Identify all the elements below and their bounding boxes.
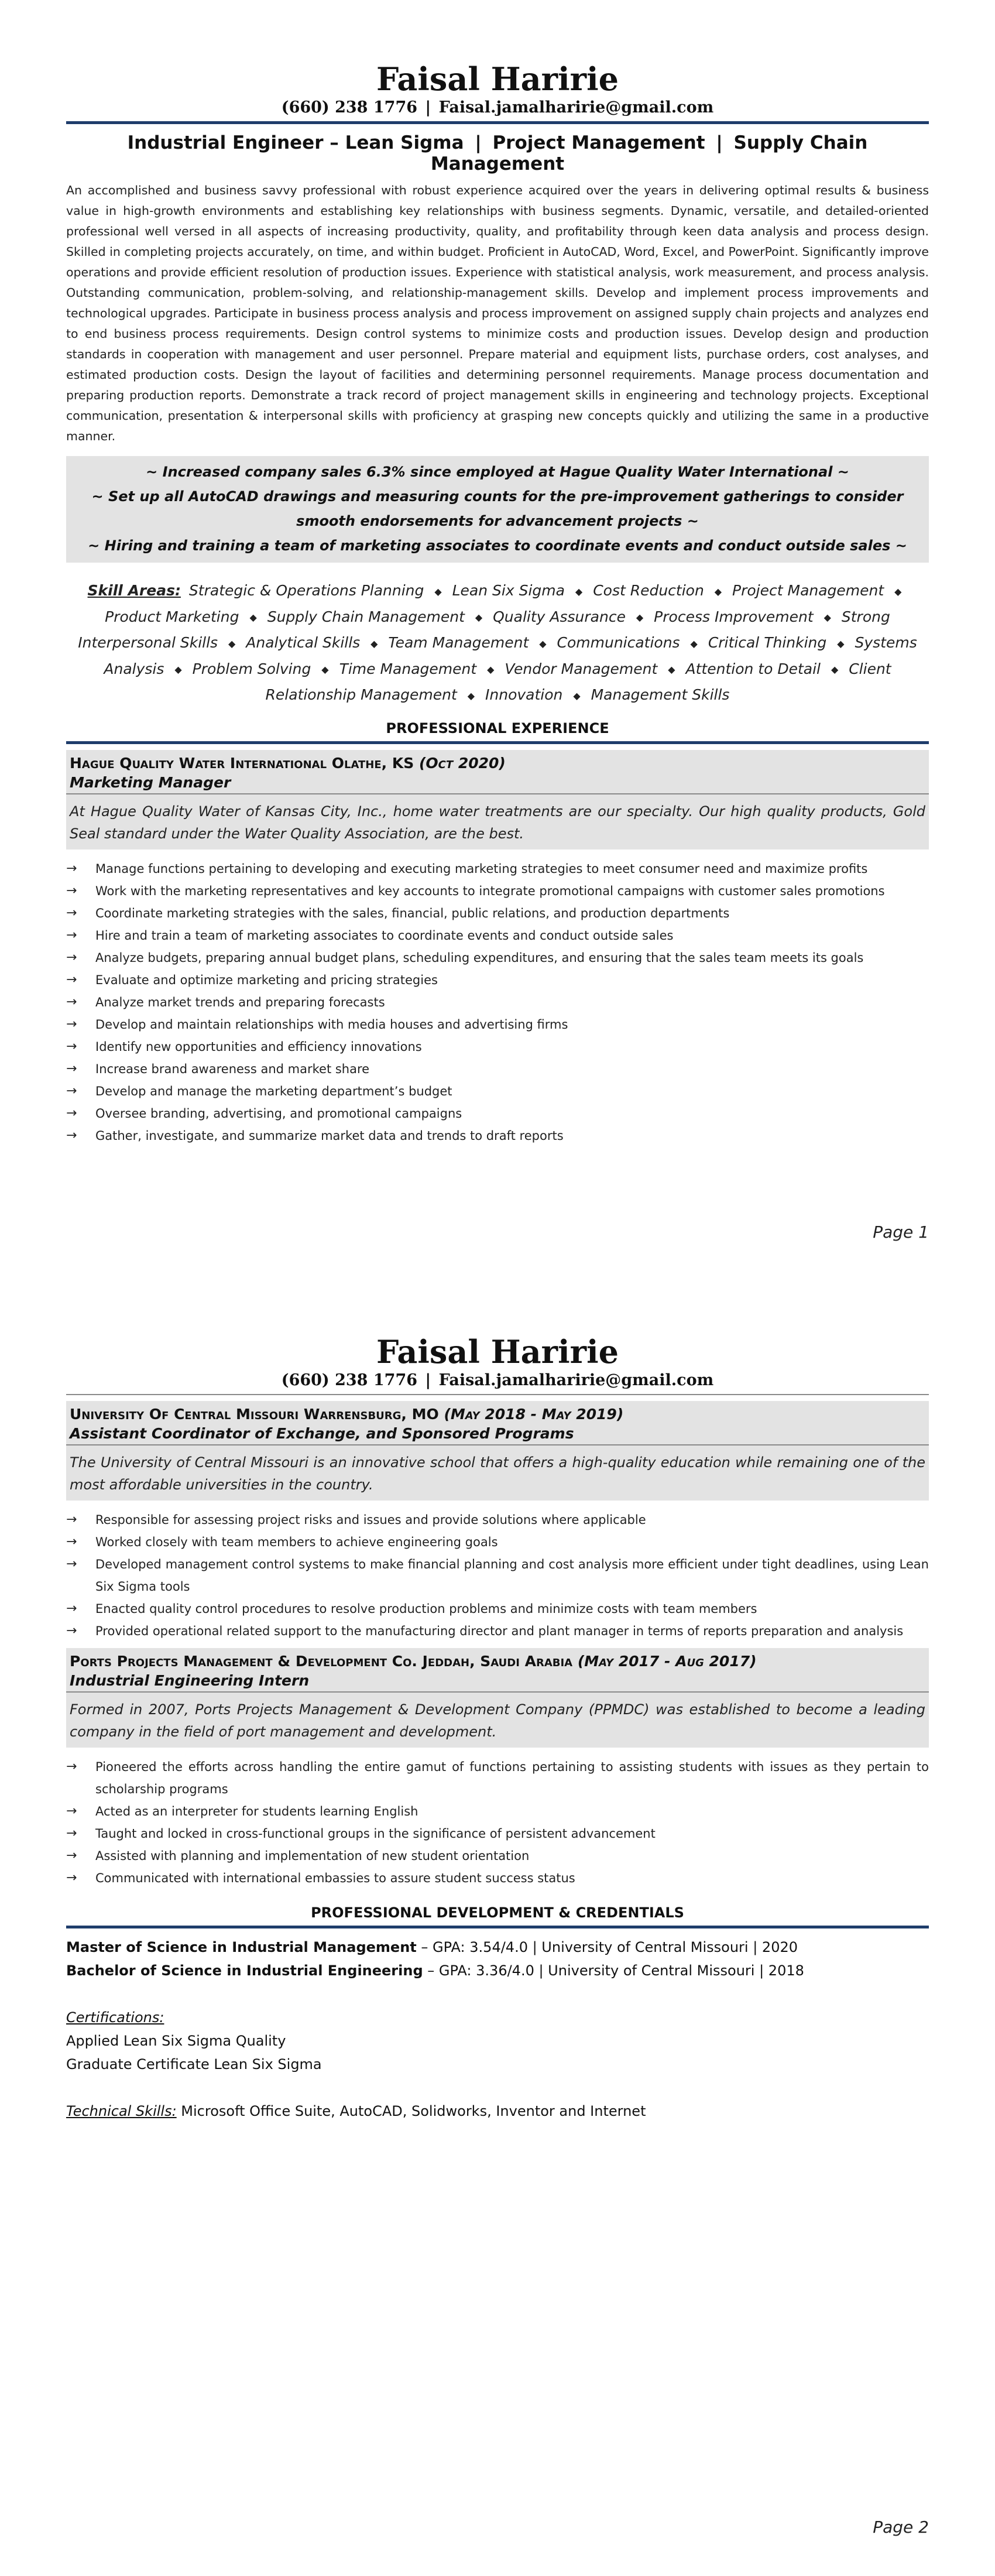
arrow-right-icon: → <box>66 927 77 943</box>
skill-separator-icon: ◆ <box>824 612 831 623</box>
skill-item: Supply Chain Management <box>267 608 465 625</box>
arrow-right-icon: → <box>66 1759 77 1774</box>
skill-item: Analytical Skills <box>246 634 361 651</box>
arrow-right-icon: → <box>66 1557 77 1571</box>
job-bullet-text: Provided operational related support to the manufacturing director and plant manager in terms of reports preparation and analysis <box>95 1624 904 1638</box>
job-title: Marketing Manager <box>70 773 231 791</box>
arrow-right-icon: → <box>66 905 77 920</box>
skill-item: Innovation <box>485 686 563 703</box>
skill-separator-icon: ◆ <box>539 638 547 649</box>
technical-skills <box>66 2099 929 2123</box>
skill-separator-icon: ◆ <box>487 664 495 675</box>
job-bullet <box>66 1058 929 1080</box>
job-bullet <box>66 924 929 947</box>
arrow-right-icon: → <box>66 1083 77 1098</box>
headline-separator: | <box>475 132 482 153</box>
contact-line <box>66 1371 929 1389</box>
job-bullet-text: Analyze market trends and preparing forecasts <box>95 995 385 1009</box>
job-bullet-text: Communicated with international embassies to assure student success status <box>95 1871 575 1885</box>
phone-number: (660) 238 1776 <box>281 98 418 117</box>
arrow-right-icon: → <box>66 1623 77 1638</box>
candidate-name: Faisal Haririe <box>376 60 619 98</box>
headline-part: Project Management <box>492 132 705 153</box>
job-title: Industrial Engineering Intern <box>70 1672 310 1689</box>
arrow-right-icon: → <box>66 1534 77 1549</box>
skill-separator-icon: ◆ <box>668 664 675 675</box>
job-entry <box>66 1648 929 1889</box>
skill-item: Team Management <box>388 634 529 651</box>
headline-separator: | <box>716 132 723 153</box>
arrow-right-icon: → <box>66 1512 77 1527</box>
experience-divider <box>66 741 929 744</box>
job-bullet-text: Analyze budgets, preparing annual budget plans, scheduling expenditures, and ensuring that the sales team meets its goals <box>95 950 864 965</box>
job-bullet <box>66 858 929 880</box>
job-bullet <box>66 1036 929 1058</box>
skill-separator-icon: ◆ <box>321 664 329 675</box>
experience-section-title: PROFESSIONAL EXPERIENCE <box>386 720 609 737</box>
technical-skills-label: Technical Skills: <box>66 2103 177 2119</box>
highlight-item: ~ Increased company sales 6.3% since employed at Hague Quality Water International ~ <box>146 464 849 480</box>
job-bullet <box>66 1598 929 1620</box>
skill-separator-icon: ◆ <box>837 638 845 649</box>
job-entry <box>66 1401 929 1642</box>
highlight-item: ~ Hiring and training a team of marketing associates to coordinate events and conduct outside sales ~ <box>88 537 907 554</box>
skill-separator-icon: ◆ <box>228 638 236 649</box>
arrow-right-icon: → <box>66 1848 77 1863</box>
education-list <box>66 1936 929 1982</box>
job-dates: (May 2018 - May 2019) <box>444 1406 624 1423</box>
certification-item: Graduate Certificate Lean Six Sigma <box>66 2056 322 2073</box>
job-bullet-text: Increase brand awareness and market share <box>95 1061 370 1076</box>
arrow-right-icon: → <box>66 861 77 876</box>
employer-name: Ports Projects Management & Development Co. Jeddah, Saudi Arabia <box>70 1653 573 1670</box>
job-header <box>66 1648 929 1691</box>
skill-item: Critical Thinking <box>708 634 827 651</box>
employer-name: University Of Central Missouri Warrensburg, MO <box>70 1406 439 1423</box>
arrow-right-icon: → <box>66 950 77 965</box>
job-bullet <box>66 1823 929 1845</box>
email-address: Faisal.jamalharirie@gmail.com <box>438 98 714 117</box>
skill-separator-icon: ◆ <box>714 585 722 597</box>
certifications-label: Certifications: <box>66 2009 164 2026</box>
email-address: Faisal.jamalharirie@gmail.com <box>438 1371 714 1389</box>
skill-item: Strategic & Operations Planning <box>188 582 424 599</box>
skill-separator-icon: ◆ <box>690 638 698 649</box>
job-bullet-text: Gather, investigate, and summarize market data and trends to draft reports <box>95 1128 564 1143</box>
arrow-right-icon: → <box>66 1128 77 1143</box>
skill-item: Communications <box>557 634 680 651</box>
job-bullet <box>66 1509 929 1531</box>
arrow-right-icon: → <box>66 1871 77 1885</box>
job-bullet-text: Responsible for assessing project risks and issues and provide solutions where applicable <box>95 1513 646 1527</box>
job-bullet <box>66 947 929 969</box>
employer-line <box>70 1653 925 1670</box>
employer-line <box>70 1406 925 1423</box>
skill-item: Project Management <box>732 582 884 599</box>
job-bullet <box>66 1620 929 1642</box>
skill-item: Quality Assurance <box>493 608 626 625</box>
skill-item: Vendor Management <box>505 660 658 677</box>
skill-item: Time Management <box>339 660 477 677</box>
header-divider <box>66 1394 929 1395</box>
job-bullet <box>66 1125 929 1147</box>
job-bullet-text: Pioneered the efforts across handling the entire gamut of functions pertaining to assisting students with issues as they pertain to scholarship programs <box>95 1760 929 1796</box>
page-number: Page 2 <box>873 2517 929 2537</box>
skill-item: Cost Reduction <box>593 582 704 599</box>
headline-part: Supply Chain Management <box>430 132 868 174</box>
arrow-right-icon: → <box>66 1826 77 1841</box>
degree-entry <box>66 1959 929 1982</box>
highlight-item: ~ Set up all AutoCAD drawings and measuring counts for the pre-improvement gatherings to consider smooth endorsements for advancement projects ~ <box>91 488 904 529</box>
degree-details: – GPA: 3.36/4.0 | University of Central Missouri | 2018 <box>423 1962 804 1979</box>
arrow-right-icon: → <box>66 972 77 987</box>
arrow-right-icon: → <box>66 1804 77 1818</box>
contact-separator: | <box>425 98 431 117</box>
job-bullet-text: Manage functions pertaining to developing and executing marketing strategies to meet consumer need and maximize profits <box>95 861 868 876</box>
job-bullet-text: Develop and maintain relationships with media houses and advertising firms <box>95 1017 568 1032</box>
skill-separator-icon: ◆ <box>475 612 483 623</box>
job-bullet-text: Worked closely with team members to achieve engineering goals <box>95 1535 498 1549</box>
employer-name: Hague Quality Water International Olathe, KS <box>70 754 414 772</box>
job-bullet <box>66 1531 929 1553</box>
skill-item: Systems Analysis <box>104 634 917 677</box>
company-description: The University of Central Missouri is an innovative school that offers a high-quality education while remaining one of the most affordable universities in the country. <box>66 1444 929 1501</box>
skill-areas <box>66 578 929 708</box>
job-header <box>66 1401 929 1444</box>
skill-separator-icon: ◆ <box>434 585 442 597</box>
arrow-right-icon: → <box>66 1105 77 1121</box>
skill-item: Client Relationship Management <box>265 660 891 703</box>
degree-entry <box>66 1936 929 1959</box>
skill-separator-icon: ◆ <box>467 690 475 701</box>
contact-line <box>66 98 929 117</box>
skill-item: Management Skills <box>591 686 730 703</box>
skill-separator-icon: ◆ <box>370 638 378 649</box>
development-divider <box>66 1926 929 1928</box>
job-bullet-text: Oversee branding, advertising, and promotional campaigns <box>95 1106 462 1121</box>
job-bullets <box>66 858 929 1147</box>
job-bullets <box>66 1509 929 1642</box>
technical-skills-value: Microsoft Office Suite, AutoCAD, Solidworks, Inventor and Internet <box>176 2103 646 2119</box>
job-bullet-text: Develop and manage the marketing department’s budget <box>95 1084 452 1098</box>
skill-item: Attention to Detail <box>685 660 821 677</box>
job-entry <box>66 750 929 1147</box>
candidate-name: Faisal Haririe <box>376 1333 619 1371</box>
skill-separator-icon: ◆ <box>249 612 257 623</box>
job-bullet <box>66 902 929 924</box>
header-divider <box>66 121 929 124</box>
skill-separator-icon: ◆ <box>636 612 644 623</box>
job-bullet-text: Identify new opportunities and efficiency innovations <box>95 1039 422 1054</box>
job-bullet-text: Work with the marketing representatives and key accounts to integrate promotional campaigns with customer sales promotions <box>95 883 885 898</box>
job-bullet-text: Acted as an interpreter for students learning English <box>95 1804 418 1818</box>
skill-item: Product Marketing <box>105 608 239 625</box>
job-bullet-text: Evaluate and optimize marketing and pricing strategies <box>95 972 438 987</box>
degree-name: Bachelor of Science in Industrial Engineering <box>66 1962 423 1979</box>
skill-separator-icon: ◆ <box>575 585 583 597</box>
job-dates: (May 2017 - Aug 2017) <box>577 1653 757 1670</box>
skill-item: Process Improvement <box>654 608 814 625</box>
job-dates: (Oct 2020) <box>418 754 506 772</box>
job-bullet <box>66 969 929 991</box>
job-bullet <box>66 1102 929 1125</box>
skill-separator-icon: ◆ <box>573 690 581 701</box>
job-bullet-text: Developed management control systems to make financial planning and cost analysis more efficient under tight deadlines, using Lean Six Sigma tools <box>95 1557 929 1594</box>
job-bullets <box>66 1756 929 1889</box>
job-bullet <box>66 1800 929 1823</box>
job-bullet <box>66 1867 929 1889</box>
job-bullet <box>66 880 929 902</box>
company-description: Formed in 2007, Ports Projects Management & Development Company (PPMDC) was established to become a leading company in the field of port management and development. <box>66 1691 929 1748</box>
job-bullet <box>66 1080 929 1102</box>
skill-item: Problem Solving <box>192 660 311 677</box>
employer-line <box>70 755 925 772</box>
company-description: At Hague Quality Water of Kansas City, Inc., home water treatments are our specialty. Our high quality products, Gold Seal standard under the Water Quality Association, are the best. <box>66 793 929 849</box>
arrow-right-icon: → <box>66 883 77 898</box>
job-bullet <box>66 1013 929 1036</box>
career-highlights <box>66 456 929 563</box>
certifications-block <box>66 2006 929 2076</box>
contact-separator: | <box>425 1371 431 1389</box>
arrow-right-icon: → <box>66 1016 77 1032</box>
phone-number: (660) 238 1776 <box>281 1371 418 1389</box>
degree-details: – GPA: 3.54/4.0 | University of Central Missouri | 2020 <box>416 1939 798 1955</box>
job-bullet-text: Coordinate marketing strategies with the sales, financial, public relations, and production departments <box>95 906 730 920</box>
job-bullet-text: Enacted quality control procedures to resolve production problems and minimize costs with team members <box>95 1602 757 1616</box>
skill-separator-icon: ◆ <box>174 664 182 675</box>
job-bullet <box>66 991 929 1013</box>
job-title: Assistant Coordinator of Exchange, and Sponsored Programs <box>70 1425 574 1442</box>
job-bullet <box>66 1756 929 1800</box>
skill-item: Strong Interpersonal Skills <box>78 608 890 651</box>
arrow-right-icon: → <box>66 1039 77 1054</box>
job-bullet-text: Assisted with planning and implementation of new student orientation <box>95 1849 530 1863</box>
development-section-title: PROFESSIONAL DEVELOPMENT & CREDENTIALS <box>311 1904 684 1921</box>
job-bullet-text: Taught and locked in cross-functional groups in the significance of persistent advancement <box>95 1827 656 1841</box>
professional-headline <box>66 132 929 174</box>
professional-summary: An accomplished and business savvy professional with robust experience acquired over the years in delivering optimal results & business value in high-growth environments and establishing key relationships with business segments. Dynamic, versatile, and detailed-oriented professional well versed in all aspects of increasing productivity, quality, and profitability through keen data analysis and process design. Skilled in completing projects accurately, on time, and within budget. Proficient in AutoCAD, Word, Excel, and PowerPoint. Significantly improve operations and provide efficient resolution of production issues. Experience with statistical analysis, work measurement, and process analysis. Outstanding communication, problem-solving, and relationship-management skills. Develop and implement process improvements and technological upgrades. Participate in business process analysis and process improvement on assigned supply chain projects and analyzes end to end business process requirements. Design control systems to minimize costs and production issues. Develop design and production standards in cooperation with management and user personnel. Prepare material and equipment lists, purchase orders, cost analyses, and estimated production costs. Design the layout of facilities and determining personnel requirements. Manage process documentation and preparing production reports. Demonstrate a track record of project management skills in engineering and technology projects. Exceptional communication, presentation & interpersonal skills with proficiency at grasping new concepts quickly and utilizing the same in a productive manner. <box>66 183 929 443</box>
arrow-right-icon: → <box>66 1601 77 1616</box>
job-bullet <box>66 1553 929 1598</box>
job-header <box>66 750 929 793</box>
headline-part: Industrial Engineer – Lean Sigma <box>127 132 464 153</box>
arrow-right-icon: → <box>66 1061 77 1076</box>
skill-separator-icon: ◆ <box>894 585 902 597</box>
job-bullet <box>66 1845 929 1867</box>
resume-page-2 <box>0 1288 995 2576</box>
certification-item: Applied Lean Six Sigma Quality <box>66 2033 286 2049</box>
degree-name: Master of Science in Industrial Management <box>66 1939 417 1955</box>
page-number: Page 1 <box>873 1222 929 1242</box>
arrow-right-icon: → <box>66 994 77 1009</box>
skill-areas-label: Skill Areas: <box>87 582 181 599</box>
job-bullet-text: Hire and train a team of marketing associates to coordinate events and conduct outside sales <box>95 928 674 943</box>
skill-separator-icon: ◆ <box>831 664 839 675</box>
skill-item: Lean Six Sigma <box>452 582 565 599</box>
